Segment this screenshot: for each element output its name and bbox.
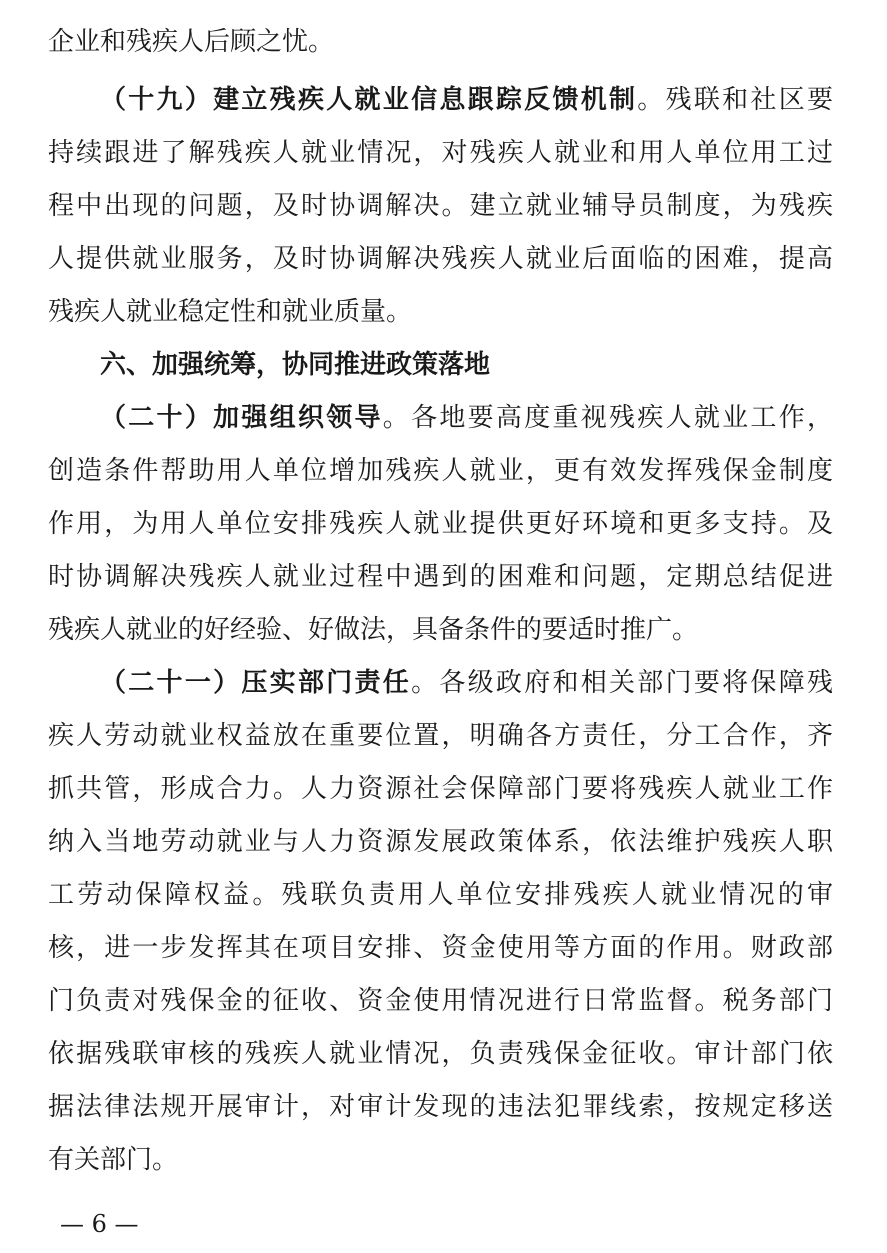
- paragraph-21-first-line: [100, 661, 833, 705]
- text-line: 核，进一步发挥其在项目安排、资金使用等方面的作用。财政部: [48, 933, 833, 963]
- text-line: 据法律法规开展审计，对审计发现的违法犯罪线索，按规定移送: [48, 1092, 833, 1122]
- text-line: 残疾人就业稳定性和就业质量。: [48, 297, 413, 327]
- text-line: 有关部门。: [48, 1145, 179, 1175]
- text-line: 程中出现的问题，及时协调解决。建立就业辅导员制度，为残疾: [48, 191, 833, 221]
- paragraph-20-text: 。各地要高度重视残疾人就业工作，: [382, 403, 833, 433]
- paragraph-20-first-line: [100, 396, 833, 440]
- text-line: 门负责对残保金的征收、资金使用情况进行日常监督。税务部门: [48, 986, 833, 1016]
- text-line: 时协调解决残疾人就业过程中遇到的困难和问题，定期总结促进: [48, 562, 833, 592]
- text-line: 企业和残疾人后顾之忧。: [48, 27, 335, 57]
- paragraph-19-title: （十九）建立残疾人就业信息跟踪反馈机制: [100, 85, 638, 115]
- text-line: 疾人劳动就业权益放在重要位置，明确各方责任，分工合作，齐: [48, 721, 833, 751]
- paragraph-19-first-line: [100, 78, 833, 122]
- text-line: 持续跟进了解残疾人就业情况，对残疾人就业和用人单位用工过: [48, 138, 833, 168]
- page-number: — 6 —: [60, 1210, 139, 1238]
- paragraph-19-text: 。残联和社区要: [637, 85, 833, 115]
- text-line: 抓共管，形成合力。人力资源社会保障部门要将残疾人就业工作: [48, 774, 833, 804]
- text-line: 依据残联审核的残疾人就业情况，负责残保金征收。审计部门依: [48, 1039, 833, 1069]
- text-line: 工劳动保障权益。残联负责用人单位安排残疾人就业情况的审: [48, 880, 833, 910]
- paragraph-20-title: （二十）加强组织领导: [100, 403, 383, 433]
- text-line: 作用，为用人单位安排残疾人就业提供更好环境和更多支持。及: [48, 509, 833, 539]
- section-heading: 六、加强统筹，协同推进政策落地: [100, 350, 491, 380]
- text-line: 创造条件帮助用人单位增加残疾人就业，更有效发挥残保金制度: [48, 456, 833, 486]
- paragraph-21-title: （二十一）压实部门责任: [100, 668, 412, 698]
- text-line: 纳入当地劳动就业与人力资源发展政策体系，依法维护残疾人职: [48, 827, 833, 857]
- paragraph-21-text: 。各级政府和相关部门要将保障残: [411, 668, 833, 698]
- text-line: 残疾人就业的好经验、好做法，具备条件的要适时推广。: [48, 615, 699, 645]
- text-line: 人提供就业服务，及时协调解决残疾人就业后面临的困难，提高: [48, 244, 833, 274]
